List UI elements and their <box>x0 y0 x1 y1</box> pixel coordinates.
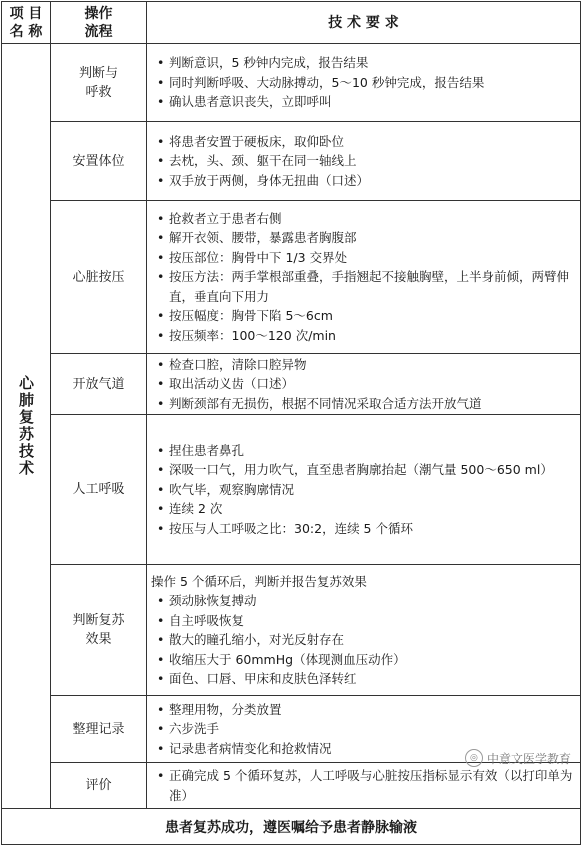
step-row <box>2 44 581 122</box>
bullet-icon: • <box>157 55 165 71</box>
bullet-icon: • <box>157 442 165 458</box>
requirement-item <box>157 374 574 394</box>
requirement-item <box>157 591 574 611</box>
bullet-icon: • <box>157 356 165 372</box>
step-name: 评价 <box>51 763 147 809</box>
requirement-item <box>157 460 574 480</box>
requirement-text: 按压频率：100～120 次/min <box>169 327 336 343</box>
requirement-item <box>157 306 574 326</box>
requirement-item <box>157 228 574 248</box>
step-requirements <box>147 122 581 201</box>
step-row <box>2 565 581 696</box>
requirement-text: 判断意识，5 秒钟内完成，报告结果 <box>169 55 369 71</box>
bullet-icon: • <box>157 632 165 647</box>
bullet-icon: • <box>157 671 165 686</box>
bullet-icon: • <box>157 94 165 110</box>
requirement-item <box>157 355 574 375</box>
bullet-icon: • <box>157 593 165 608</box>
requirement-item <box>157 132 574 152</box>
requirement-text: 按压与人工呼吸之比：30:2，连续 5 个循环 <box>169 520 413 536</box>
project-name: 心肺复苏技术 <box>2 44 51 809</box>
step-row <box>2 201 581 354</box>
requirement-item <box>157 326 574 346</box>
bullet-icon: • <box>157 501 165 517</box>
bullet-icon: • <box>157 74 165 90</box>
requirement-item <box>157 394 574 414</box>
bullet-icon: • <box>157 133 165 149</box>
requirement-item <box>157 209 574 229</box>
requirement-text: 颈动脉恢复搏动 <box>169 593 257 608</box>
step-name: 开放气道 <box>51 354 147 415</box>
requirement-text: 抢救者立于患者右侧 <box>169 210 282 226</box>
step-row <box>2 415 581 565</box>
bullet-icon: • <box>157 520 165 536</box>
requirement-item <box>157 171 574 191</box>
requirement-text: 自主呼吸恢复 <box>169 612 245 628</box>
header-step: 操作 流程 <box>51 2 147 44</box>
step-requirements <box>147 44 581 122</box>
procedure-table <box>1 1 581 845</box>
bullet-icon: • <box>157 172 165 188</box>
requirement-text: 面色、口唇、甲床和皮肤色泽转红 <box>169 671 357 686</box>
requirement-item <box>157 92 574 112</box>
requirement-text: 按压部位：胸骨中下 1/3 交界处 <box>169 249 348 265</box>
requirement-text: 整理用物，分类放置 <box>169 701 282 717</box>
bullet-icon: • <box>157 210 165 226</box>
requirement-text: 正确完成 5 个循环复苏，人工呼吸与心脏按压指标显示有效（以打印单为准） <box>169 768 573 803</box>
requirement-text: 解开衣领、腰带，暴露患者胸腹部 <box>169 230 357 246</box>
bullet-icon: • <box>157 230 165 246</box>
header-project: 项 目 名 称 <box>2 2 51 44</box>
requirement-item <box>157 719 574 739</box>
step-requirements <box>147 565 581 696</box>
requirement-item <box>157 519 574 539</box>
requirement-text: 将患者安置于硬板床，取仰卧位 <box>169 133 345 149</box>
requirement-item <box>157 53 574 73</box>
step-name: 判断与呼救 <box>51 44 147 122</box>
step-requirements <box>147 763 581 809</box>
requirement-item <box>157 630 574 650</box>
requirement-item <box>157 441 574 461</box>
requirement-text: 去枕，头、颈、躯干在同一轴线上 <box>169 153 357 169</box>
requirement-text: 捏住患者鼻孔 <box>169 442 245 458</box>
requirement-text: 同时判断呼吸、大动脉搏动，5～10 秒钟完成，报告结果 <box>169 74 485 90</box>
requirement-item <box>157 700 574 720</box>
bullet-icon: • <box>157 651 165 667</box>
requirement-text: 取出活动义齿（口述） <box>169 376 295 392</box>
requirement-item <box>157 151 574 171</box>
step-requirements <box>147 201 581 354</box>
bullet-icon: • <box>157 153 165 169</box>
requirement-text: 确认患者意识丧失，立即呼叫 <box>169 94 332 110</box>
step-name: 心脏按压 <box>51 201 147 354</box>
step-name: 整理记录 <box>51 696 147 763</box>
step-row <box>2 763 581 809</box>
bullet-icon: • <box>157 721 165 737</box>
watermark-text: 中意文医学教育 <box>486 751 571 766</box>
requirement-text: 按压方法：两手掌根部重叠，手指翘起不接触胸壁，上半身前倾，两臂伸直，垂直向下用力 <box>169 269 570 304</box>
step-name: 人工呼吸 <box>51 415 147 565</box>
requirement-text: 双手放于两侧，身体无扭曲（口述） <box>169 172 370 188</box>
step-row <box>2 354 581 415</box>
requirement-text: 收缩压大于 60mmHg（体现测血压动作） <box>169 651 406 667</box>
header-requirements: 技 术 要 求 <box>147 2 581 44</box>
requirement-text: 深吸一口气，用力吹气，直至患者胸廓抬起（潮气量 500～650 ml） <box>169 462 553 478</box>
bullet-icon: • <box>157 249 165 265</box>
step-row <box>2 122 581 201</box>
step-requirements <box>147 354 581 415</box>
requirement-item <box>157 248 574 268</box>
watermark <box>465 749 571 767</box>
requirement-item <box>157 73 574 93</box>
step-intro: 操作 5 个循环后，判断并报告复苏效果 <box>151 573 367 589</box>
step-requirements <box>147 415 581 565</box>
step-name: 判断复苏效果 <box>51 565 147 696</box>
step-name: 安置体位 <box>51 122 147 201</box>
bullet-icon: • <box>157 768 165 783</box>
bullet-icon: • <box>157 308 165 324</box>
requirement-text: 散大的瞳孔缩小，对光反射存在 <box>169 632 345 647</box>
requirement-text: 连续 2 次 <box>169 501 223 517</box>
bullet-icon: • <box>157 462 165 478</box>
wechat-icon: ◎ <box>465 749 483 767</box>
bullet-icon: • <box>157 701 165 717</box>
requirement-item <box>157 480 574 500</box>
requirement-text: 记录患者病情变化和抢救情况 <box>169 740 332 756</box>
bullet-icon: • <box>157 740 165 756</box>
requirement-item <box>157 766 574 805</box>
requirement-item <box>157 650 574 670</box>
bullet-icon: • <box>157 612 165 628</box>
bullet-icon: • <box>157 269 165 285</box>
requirement-text: 吹气毕，观察胸廓情况 <box>169 481 295 497</box>
bullet-icon: • <box>157 376 165 392</box>
bullet-icon: • <box>157 395 165 411</box>
bullet-icon: • <box>157 327 165 343</box>
requirement-item <box>157 669 574 689</box>
table-header <box>2 2 581 44</box>
requirement-item <box>157 267 574 306</box>
requirement-text: 六步洗手 <box>169 721 220 737</box>
requirement-text: 检查口腔，清除口腔异物 <box>169 356 307 372</box>
footer-note: 患者复苏成功，遵医嘱给予患者静脉输液 <box>2 809 581 845</box>
requirement-text: 判断颈部有无损伤，根据不同情况采取合适方法开放气道 <box>169 395 482 411</box>
requirement-text: 按压幅度：胸骨下陷 5～6cm <box>169 308 333 324</box>
requirement-item <box>157 499 574 519</box>
requirement-item <box>157 611 574 631</box>
bullet-icon: • <box>157 481 165 497</box>
